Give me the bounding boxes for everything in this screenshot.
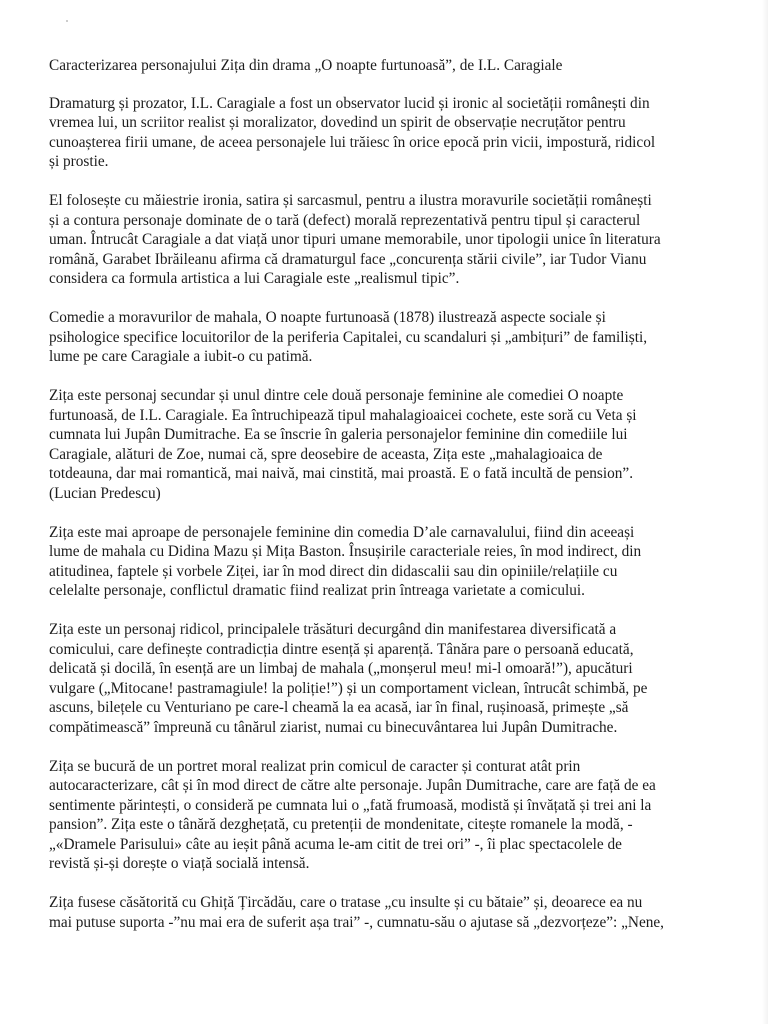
scan-speck xyxy=(66,20,68,22)
text-line: revistă și-și dorește o viață socială intensă. xyxy=(49,855,310,872)
text-line: „«Dramele Parisului» câte au ieșit până acuma le-am citit de trei ori” -, îi plac spectacolele de xyxy=(49,835,622,853)
text-line: vulgare („Mitocane! pastramagiule! la poliție!”) și un comportament viclean, întrucât schimbă, pe xyxy=(49,679,648,697)
paragraph-marriage xyxy=(49,893,749,932)
paragraph-intro xyxy=(49,94,749,172)
document-title: Caracterizarea personajului Zița din drama „O noapte furtunoasă”, de I.L. Caragiale xyxy=(49,57,563,74)
text-line: mai putuse suporta -”nu mai era de suferit așa trai” -, cumnatu-său o ajutase să „dezvorțeze”: „Nene, xyxy=(49,913,664,931)
text-line: Zița fusese căsătorită cu Ghiță Țircădău, care o tratase „cu insulte și cu bătaie” și, deoarece ea nu xyxy=(49,894,643,911)
text-line: totdeauna, dar mai romantică, mai naivă, mai cinstită, mai proastă. E o fată incultă de pension”. xyxy=(49,465,634,482)
text-line: uman. Întrucât Caragiale a dat viață unor tipuri umane memorabile, unor tipologii unice în literatura xyxy=(49,231,661,248)
text-line: și prostie. xyxy=(49,153,109,170)
text-line: pansion”. Zița este o tânără dezghețată, cu pretenții de mondenitate, citește romanele la modă, - xyxy=(49,816,633,833)
text-line: română, Garabet Ibrăileanu afirma că dramaturgul face „concurența stării civile”, iar Tudor Vianu xyxy=(49,250,647,268)
paragraph-ridiculous xyxy=(49,620,749,737)
text-line: furtunoasă, de I.L. Caragiale. Ea întruchipează tipul mahalagioaicei cochete, este soră cu Veta și xyxy=(49,406,637,424)
text-line: Dramaturg și prozator, I.L. Caragiale a fost un observator lucid și ironic al societății românești din xyxy=(49,94,650,112)
text-line: Zița este personaj secundar și unul dintre cele două personaje feminine ale comediei O noapte xyxy=(49,387,624,404)
text-line: lume pe care Caragiale a iubit-o cu patimă. xyxy=(49,348,313,365)
text-line: El folosește cu măiestrie ironia, satira și sarcasmul, pentru a ilustra moravurile societății românești xyxy=(49,192,652,209)
text-line: (Lucian Predescu) xyxy=(49,484,161,502)
text-line: Caragiale, alături de Zoe, numai că, spre deosebire de aceasta, Zița este „mahalagioaica de xyxy=(49,445,603,463)
text-line: și a contura personaje dominate de o tară (defect) morală reprezentativă pentru tipul și caracterul xyxy=(49,211,641,229)
text-line: ascuns, bilețele cu Venturiano pe care-l cheamă la ea acasă, iar în final, rușinoasă, primește „să xyxy=(49,699,629,716)
text-line: delicată și docilă, în esență are un limbaj de mahala („monșerul meu! mi-l omoară!”), apucături xyxy=(49,660,633,677)
text-line: autocaracterizare, cât și în mod direct de către alte personaje. Jupân Dumitrache, care are față de ea xyxy=(49,777,656,794)
paragraph-moral-portrait xyxy=(49,757,749,874)
scan-page-edge-shadow xyxy=(762,0,768,1024)
text-line: compătimească” împreună cu tânărul ziarist, numai cu binecuvântarea lui Jupân Dumitrache. xyxy=(49,718,618,736)
paragraph-comedy xyxy=(49,308,749,367)
text-line: atitudinea, faptele și vorbele Ziței, iar în mod direct din didascalii sau din opiniile/relațiile cu xyxy=(49,562,618,580)
text-line: Zița este mai aproape de personajele feminine din comedia D’ale carnavalului, fiind din aceeași xyxy=(49,523,635,541)
text-line: vremea lui, un scriitor realist și moralizator, dovedind un spirit de observație necruțător pentru xyxy=(49,114,626,131)
paragraph-secondary-character xyxy=(49,386,749,503)
text-line: celelalte personaje, conflictul dramatic fiind realizat prin întreaga varietate a comicului. xyxy=(49,582,585,599)
document-page xyxy=(49,56,749,952)
text-line: comicului, care definește contradicția dintre esență și aparență. Tânăra pare o persoană educată, xyxy=(49,640,634,658)
text-line: psihologice specifice locuitorilor de la periferia Capitalei, cu scandaluri și „ambițuri” de familiști, xyxy=(49,328,648,346)
text-line: considera ca formula artistica a lui Caragiale este „realismul tipic”. xyxy=(49,270,460,287)
text-line: Zița se bucură de un portret moral realizat prin comicul de caracter și conturat atât prin xyxy=(49,757,581,775)
text-line: cunoașterea firii umane, de aceea personajele lui trăiesc în orice epocă prin vicii, impostură, ridicol xyxy=(49,133,656,151)
text-line: cumnata lui Jupân Dumitrache. Ea se înscrie în galeria personajelor feminine din comediile lui xyxy=(49,426,628,443)
paragraph-irony xyxy=(49,191,749,289)
text-line: lume de mahala cu Didina Mazu și Mița Baston. Însușirile caracteriale reies, în mod indirect, din xyxy=(49,543,642,560)
text-line: Comedie a moravurilor de mahala, O noapte furtunoasă (1878) ilustrează aspecte sociale și xyxy=(49,309,606,326)
text-line: sentimente părintești, o consideră pe cumnata lui o „fată frumoasă, modistă și învățată și trei ani la xyxy=(49,796,652,814)
paragraph-carnival xyxy=(49,523,749,601)
text-line: Zița este un personaj ridicol, principalele trăsături decurgând din manifestarea diversificată a xyxy=(49,621,617,638)
